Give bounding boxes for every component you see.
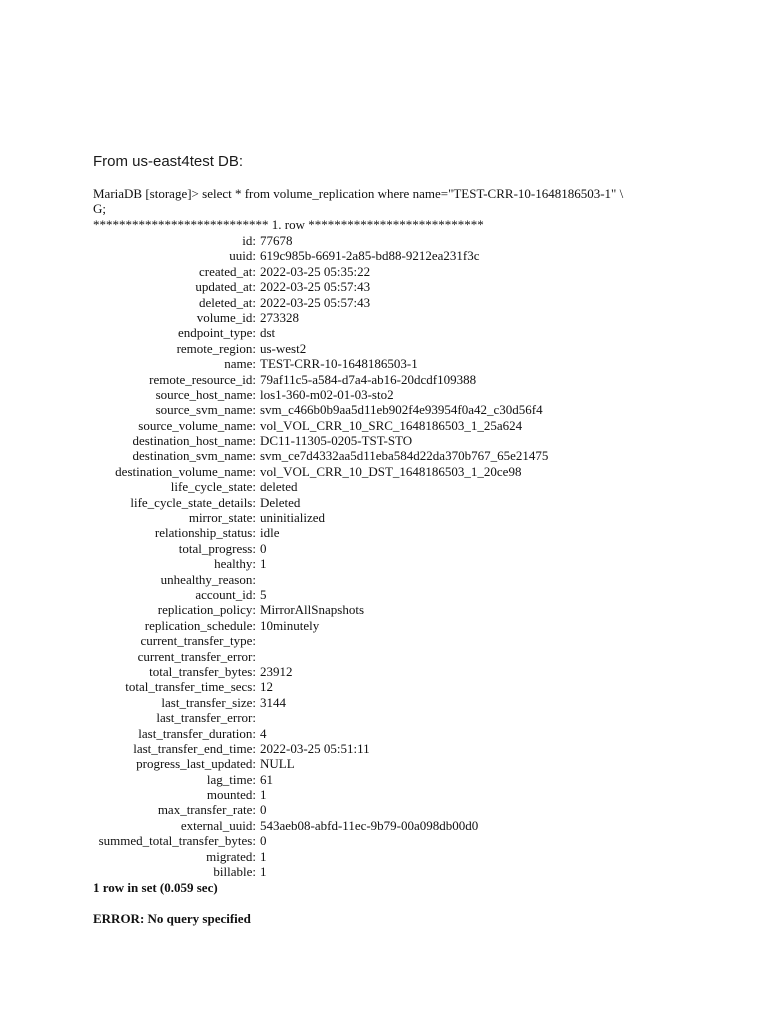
field-name-text: created_at (198, 263, 253, 279)
field-name-text: replication_policy (157, 602, 253, 618)
error-message: ERROR: No query specified (93, 911, 251, 926)
result-summary: 1 row in set (0.059 sec) (93, 880, 218, 895)
field-name-text: updated_at (195, 279, 253, 295)
field-name: summed_total_transfer_bytes: (98, 833, 256, 849)
field-value: idle (260, 525, 280, 541)
field-name-text: external_uuid (180, 817, 253, 833)
field-name: migrated: (206, 848, 256, 864)
record-row (93, 325, 653, 340)
record-row (93, 279, 653, 294)
field-name: source_host_name: (155, 386, 256, 402)
field-name: total_transfer_time_secs: (125, 679, 256, 695)
field-name: billable: (213, 864, 256, 880)
record-row (93, 448, 653, 463)
field-value: 3144 (260, 694, 286, 710)
field-name: life_cycle_state_details: (130, 494, 256, 510)
record-row (93, 433, 653, 448)
field-value: los1-360-m02-01-03-sto2 (260, 386, 394, 402)
field-name: lag_time: (206, 771, 256, 787)
record-row (93, 464, 653, 479)
field-name: volume_id: (196, 309, 256, 325)
record-row (93, 664, 653, 679)
field-name-text: volume_id (196, 309, 253, 325)
record-row (93, 233, 653, 248)
field-value: 12 (260, 679, 273, 695)
field-name: id: (242, 233, 256, 248)
record-row (93, 587, 653, 602)
record-row (93, 372, 653, 387)
field-name: relationship_status: (154, 525, 256, 541)
field-value: 0 (260, 833, 267, 849)
field-value: 0 (260, 802, 267, 818)
field-name-text: mirror_state (188, 510, 253, 526)
sql-query-line-2: G; (93, 201, 106, 217)
field-name: mirror_state: (188, 510, 256, 526)
record-row (93, 649, 653, 664)
field-value: 2022-03-25 05:57:43 (260, 294, 371, 310)
field-name-text: max_transfer_rate (157, 802, 253, 818)
record-row (93, 726, 653, 741)
field-name: healthy: (214, 556, 256, 572)
field-value: 1 (260, 864, 267, 880)
field-name-text: remote_region (176, 340, 253, 356)
field-name-text: life_cycle_state (170, 479, 253, 495)
field-value: 61 (260, 771, 273, 787)
field-name-text: current_transfer_type (140, 633, 253, 649)
field-name-text: source_volume_name (138, 417, 253, 433)
field-value: 23912 (260, 663, 293, 679)
field-name-text: migrated (206, 848, 253, 864)
field-value: 0 (260, 540, 267, 556)
field-value: vol_VOL_CRR_10_DST_1648186503_1_20ce98 (260, 463, 522, 479)
record-row (93, 802, 653, 817)
field-name: remote_resource_id: (149, 371, 256, 387)
field-name: created_at: (198, 263, 256, 279)
field-value: NULL (260, 756, 295, 772)
field-name-text: source_svm_name (155, 402, 253, 418)
record-row (93, 295, 653, 310)
field-name: uuid: (229, 248, 256, 264)
field-name: progress_last_updated: (136, 756, 256, 772)
record-row (93, 479, 653, 494)
record-row (93, 248, 653, 263)
record-row (93, 679, 653, 694)
field-name-text: last_transfer_duration (138, 725, 253, 741)
field-value: 619c985b-6691-2a85-bd88-9212ea231f3c (260, 248, 480, 264)
page-heading: From us-east4test DB: (93, 153, 244, 170)
field-value: MirrorAllSnapshots (260, 602, 364, 618)
record-row (93, 418, 653, 433)
field-name: total_transfer_bytes: (149, 663, 256, 679)
sql-query-line-1: MariaDB [storage]> select * from volume_replication where name="TEST-CRR-10-1648186503-1" \ (93, 186, 624, 201)
field-value: dst (260, 325, 276, 341)
field-value: 273328 (260, 309, 299, 325)
record-row (93, 356, 653, 371)
field-name: mounted: (206, 787, 256, 803)
field-name: last_transfer_size: (161, 694, 256, 710)
field-name-text: last_transfer_error (156, 710, 253, 726)
record-row (93, 710, 653, 725)
field-name: unhealthy_reason: (160, 571, 256, 587)
field-name: updated_at: (195, 279, 256, 295)
record-row (93, 864, 653, 879)
field-value: vol_VOL_CRR_10_SRC_1648186503_1_25a624 (260, 417, 523, 433)
row-divider: *************************** 1. row *************************** (93, 217, 484, 232)
record-row (93, 633, 653, 648)
field-name-text: remote_resource_id (149, 371, 253, 387)
field-name: replication_schedule: (144, 617, 256, 633)
record-row (93, 849, 653, 864)
field-value: uninitialized (260, 510, 325, 526)
field-value: 4 (260, 725, 267, 741)
record-row (93, 310, 653, 325)
field-value: 2022-03-25 05:57:43 (260, 279, 371, 295)
field-name: current_transfer_error: (137, 648, 256, 664)
record-row (93, 787, 653, 802)
field-name-text: account_id (195, 586, 253, 602)
field-value: 10minutely (260, 617, 320, 633)
field-value: TEST-CRR-10-1648186503-1 (260, 356, 418, 372)
field-name-text: replication_schedule (144, 617, 253, 633)
record-row (93, 541, 653, 556)
field-name-text: lag_time (206, 771, 253, 787)
record-row (93, 264, 653, 279)
field-name: deleted_at: (198, 294, 256, 310)
record-row (93, 556, 653, 571)
record-row (93, 495, 653, 510)
record-row (93, 618, 653, 633)
record-row (93, 387, 653, 402)
record-row (93, 602, 653, 617)
field-value: 2022-03-25 05:35:22 (260, 263, 371, 279)
field-name-text: current_transfer_error (137, 648, 253, 664)
field-name: max_transfer_rate: (157, 802, 256, 818)
record-row (93, 695, 653, 710)
field-name-text: billable (213, 864, 253, 880)
field-name: account_id: (195, 586, 256, 602)
field-name-text: destination_volume_name (115, 463, 253, 479)
field-name-text: id (242, 233, 253, 248)
field-name: external_uuid: (180, 817, 256, 833)
field-name: destination_volume_name: (115, 463, 256, 479)
field-name-text: deleted_at (198, 294, 253, 310)
field-name-text: name (224, 356, 253, 372)
field-name: name: (224, 356, 256, 372)
field-name-text: uuid (229, 248, 253, 264)
field-name-text: destination_host_name (132, 433, 253, 449)
field-value: svm_c466b0b9aa5d11eb902f4e93954f0a42_c30d56f4 (260, 402, 543, 418)
field-name-text: last_transfer_size (161, 694, 253, 710)
field-name-text: total_transfer_bytes (149, 663, 253, 679)
field-name: remote_region: (176, 340, 256, 356)
record-row (93, 756, 653, 771)
sql-query (93, 186, 693, 217)
record-row (93, 833, 653, 848)
field-name: life_cycle_state: (170, 479, 256, 495)
field-name: last_transfer_duration: (138, 725, 256, 741)
field-value: deleted (260, 479, 298, 495)
record-row (93, 510, 653, 525)
field-name: source_svm_name: (155, 402, 256, 418)
field-name: replication_policy: (157, 602, 256, 618)
field-value: 1 (260, 556, 267, 572)
field-value: us-west2 (260, 340, 307, 356)
record-row (93, 341, 653, 356)
field-name: last_transfer_end_time: (133, 740, 256, 756)
field-name-text: total_progress (178, 540, 253, 556)
field-name-text: progress_last_updated (136, 756, 253, 772)
field-name-text: summed_total_transfer_bytes (98, 833, 253, 849)
record-row (93, 741, 653, 756)
field-name: total_progress: (178, 540, 256, 556)
field-value: 79af11c5-a584-d7a4-ab16-20dcdf109388 (260, 371, 477, 387)
field-name: source_volume_name: (138, 417, 256, 433)
field-name-text: relationship_status (154, 525, 253, 541)
field-value: 2022-03-25 05:51:11 (260, 740, 370, 756)
field-name-text: mounted (206, 787, 253, 803)
field-value: DC11-11305-0205-TST-STO (260, 433, 413, 449)
record-row (93, 572, 653, 587)
record-row (93, 402, 653, 417)
field-value: svm_ce7d4332aa5d11eba584d22da370b767_65e21475 (260, 448, 549, 464)
field-value: 543aeb08-abfd-11ec-9b79-00a098db00d0 (260, 817, 479, 833)
field-value: 5 (260, 586, 267, 602)
field-name: endpoint_type: (177, 325, 256, 341)
field-name-text: healthy (214, 556, 253, 572)
field-name-text: life_cycle_state_details (130, 494, 253, 510)
field-name: destination_host_name: (132, 433, 256, 449)
record-row (93, 818, 653, 833)
field-name: current_transfer_type: (140, 633, 256, 649)
record-fields (93, 233, 653, 879)
field-value: 1 (260, 848, 267, 864)
field-name-text: last_transfer_end_time (133, 740, 253, 756)
field-name-text: unhealthy_reason (160, 571, 253, 587)
field-value: 77678 (260, 233, 293, 248)
field-name-text: destination_svm_name (132, 448, 253, 464)
record-row (93, 525, 653, 540)
field-value: 1 (260, 787, 267, 803)
field-name-text: source_host_name (155, 386, 253, 402)
field-value: Deleted (260, 494, 301, 510)
field-name: destination_svm_name: (132, 448, 256, 464)
record-row (93, 772, 653, 787)
field-name: last_transfer_error: (156, 710, 256, 726)
field-name-text: endpoint_type (177, 325, 253, 341)
field-name-text: total_transfer_time_secs (125, 679, 253, 695)
